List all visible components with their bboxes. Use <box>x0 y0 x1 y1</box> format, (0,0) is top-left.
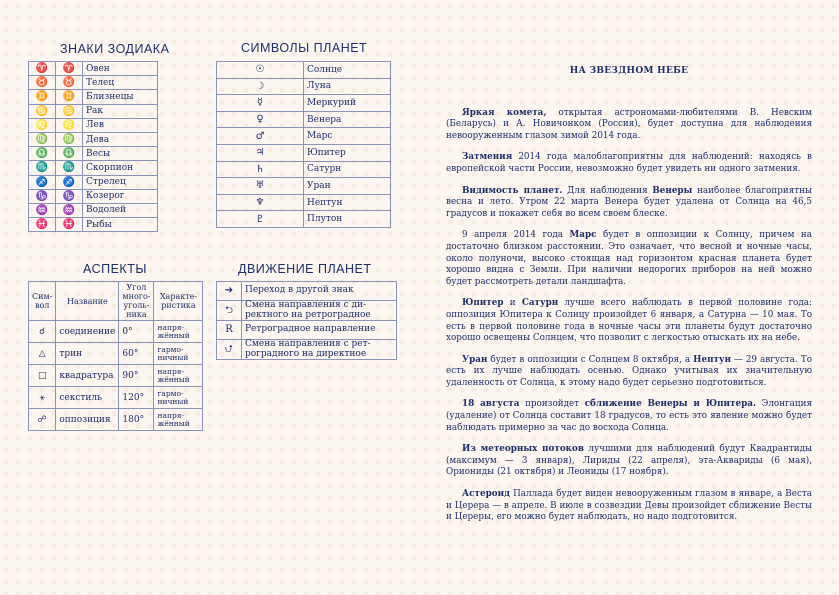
paragraph-asteroid: Астероид Паллада будет виден невооруженным глазом в январе, а Веста и Церера — в апреле. В июле в созвездии Девы произойдет сближение Весты и Цереры, его можно будет наблюдать, но надо подготовится. <box>446 489 812 523</box>
zodiac-figure-icon: ♉ <box>56 76 83 90</box>
aspect-name: оппозиция <box>56 409 119 431</box>
planet-symbol-icon: ☽ <box>217 78 304 95</box>
planet-name: Юпитер <box>304 144 391 161</box>
zodiac-row <box>29 161 158 175</box>
aspect-characteristic: гармо-ничный <box>154 343 203 365</box>
planet-row <box>217 144 391 161</box>
aspect-angle: 120° <box>119 387 154 409</box>
planet-row <box>217 211 391 228</box>
aspect-symbol-icon: ☍ <box>29 409 56 431</box>
motion-text: Ретроградное направление <box>242 321 397 340</box>
aspect-name: квадратура <box>56 365 119 387</box>
paragraph-conjunction: 18 августа произойдет сближение Венеры и Юпитера. Элонгация (удаление) от Солнца составит 18 градусов, то есть это явление можно будет наблюдать примерно за час до восхода Солнца. <box>446 399 812 433</box>
paragraph-meteors: Из метеорных потоков лучшими для наблюдений будут Квадрантиды (максимум — 3 января), Лириды (22 апреля), эта-Аквариды (6 мая), Ориониды (21 октября) и Леониды (17 ноября). <box>446 444 812 478</box>
zodiac-figure-icon: ♊ <box>56 90 83 104</box>
aspect-name: трин <box>56 343 119 365</box>
planet-symbol-icon: ☉ <box>217 62 304 79</box>
zodiac-name: Скорпион <box>83 161 158 175</box>
zodiac-figure-icon: ♌ <box>56 118 83 132</box>
aspects-header-symbol: Сим-вол <box>29 282 56 321</box>
zodiac-name: Стрелец <box>83 175 158 189</box>
zodiac-name: Дева <box>83 132 158 146</box>
motion-text: Переход в другой знак <box>242 282 397 301</box>
aspects-header-name: Название <box>56 282 119 321</box>
planet-row <box>217 178 391 195</box>
planet-symbol-icon: ♂ <box>217 128 304 145</box>
zodiac-name: Лев <box>83 118 158 132</box>
aspects-header-angle: Угол много-уголь-ника <box>119 282 154 321</box>
zodiac-row <box>29 147 158 161</box>
planet-symbol-icon: ♄ <box>217 161 304 178</box>
zodiac-figure-icon: ♍ <box>56 132 83 146</box>
zodiac-figure-icon: ♎ <box>56 147 83 161</box>
zodiac-symbol-icon: ♒ <box>29 203 56 217</box>
zodiac-name: Телец <box>83 76 158 90</box>
zodiac-name: Близнецы <box>83 90 158 104</box>
planet-symbol-icon: ♃ <box>217 144 304 161</box>
planet-name: Плутон <box>304 211 391 228</box>
zodiac-symbol-icon: ♉ <box>29 76 56 90</box>
aspect-row <box>29 387 203 409</box>
aspects-title: АСПЕКТЫ <box>83 262 147 276</box>
motion-row <box>217 340 397 360</box>
zodiac-row <box>29 132 158 146</box>
zodiac-symbol-icon: ♈ <box>29 62 56 76</box>
motion-row <box>217 282 397 301</box>
aspect-row <box>29 343 203 365</box>
motion-symbol-icon: ⮌ <box>217 301 242 321</box>
zodiac-figure-icon: ♈ <box>56 62 83 76</box>
zodiac-figure-icon: ♏ <box>56 161 83 175</box>
planet-symbol-icon: ♅ <box>217 178 304 195</box>
planet-symbol-icon: ♀ <box>217 111 304 128</box>
paragraph-comet: Яркая комета, открытая астрономами-любителями В. Невским (Беларусь) и А. Новичонком (Россия), будет доступна для наблюдения невооруженным глазом зимой 2014 года. <box>446 107 813 141</box>
paragraph-uranus-neptune: Уран будет в оппозиции с Солнцем 8 октября, а Нептун — 29 августа. То есть их лучше наблюдать осенью. Однако учитывая их значительную удаленность от Солнца, к этому надо будет серьезно подготовиться. <box>446 354 812 388</box>
planet-name: Венера <box>304 111 391 128</box>
zodiac-name: Овен <box>83 62 158 76</box>
zodiac-row <box>29 118 158 132</box>
zodiac-symbol-icon: ♐ <box>29 175 56 189</box>
aspect-symbol-icon: ☌ <box>29 321 56 343</box>
zodiac-figure-icon: ♑ <box>56 189 83 203</box>
zodiac-name: Водолей <box>83 203 158 217</box>
zodiac-figure-icon: ♐ <box>56 175 83 189</box>
aspect-symbol-icon: □ <box>29 365 56 387</box>
zodiac-name: Рыбы <box>83 218 158 232</box>
paragraph-visibility: Видимость планет. Для наблюдения Венеры наиболее благоприятны весна и лето. Утром 22 марта Венера будет удалена от Солнца на 46,5 градусов и покажет себя во всем своем блеске. <box>446 185 812 219</box>
planet-name: Сатурн <box>304 161 391 178</box>
zodiac-symbol-icon: ♏ <box>29 161 56 175</box>
zodiac-name: Козерог <box>83 189 158 203</box>
aspect-characteristic: напря-жённый <box>154 409 203 431</box>
planet-symbol-icon: ♇ <box>217 211 304 228</box>
aspect-row <box>29 365 203 387</box>
zodiac-row <box>29 76 158 90</box>
zodiac-figure-icon: ♓ <box>56 218 83 232</box>
zodiac-row <box>29 62 158 76</box>
aspect-row <box>29 321 203 343</box>
motion-symbol-icon: ➔ <box>217 282 242 301</box>
zodiac-row <box>29 90 158 104</box>
aspect-symbol-icon: ⚹ <box>29 387 56 409</box>
motion-table <box>216 281 397 360</box>
zodiac-row <box>29 218 158 232</box>
motion-text: Смена направления с рет-роградного на директное <box>242 340 397 360</box>
zodiac-name: Рак <box>83 104 158 118</box>
aspect-row <box>29 409 203 431</box>
planet-row <box>217 128 391 145</box>
planet-name: Меркурий <box>304 95 391 112</box>
paragraph-eclipses: Затмения 2014 года малоблагоприятны для наблюдений: находясь в европейской части России, невозможно будет увидеть ни одного затмения. <box>446 152 812 174</box>
planet-row <box>217 194 391 211</box>
aspect-characteristic: гармо-ничный <box>154 387 203 409</box>
planet-name: Нептун <box>304 194 391 211</box>
motion-row <box>217 321 397 340</box>
article <box>446 66 812 534</box>
planet-symbol-icon: ♆ <box>217 194 304 211</box>
zodiac-row <box>29 189 158 203</box>
aspects-table <box>28 281 203 431</box>
zodiac-figure-icon: ♋ <box>56 104 83 118</box>
article-heading: НА ЗВЕЗДНОМ НЕБЕ <box>569 66 689 76</box>
zodiac-row <box>29 104 158 118</box>
motion-symbol-icon: R <box>217 321 242 340</box>
aspect-angle: 60° <box>119 343 154 365</box>
paragraph-jupiter-saturn: Юпитер и Сатурн лучше всего наблюдать в первой половине года: оппозиция Юпитера к Солнцу произойдет 6 января, а Сатурна — 10 мая. То есть в первой половине года в ночные часы эти планеты будут достаточно хорошо освещены Солнцем, что позволит с легкостью отыскать их на небе. <box>446 298 812 344</box>
planet-row <box>217 95 391 112</box>
zodiac-row <box>29 203 158 217</box>
motion-row <box>217 301 397 321</box>
aspect-name: соединение <box>56 321 119 343</box>
planets-table <box>216 61 391 228</box>
zodiac-symbol-icon: ♓ <box>29 218 56 232</box>
zodiac-figure-icon: ♒ <box>56 203 83 217</box>
zodiac-symbol-icon: ♍ <box>29 132 56 146</box>
planet-name: Солнце <box>304 62 391 79</box>
planet-symbol-icon: ☿ <box>217 95 304 112</box>
planet-row <box>217 161 391 178</box>
zodiac-symbol-icon: ♎ <box>29 147 56 161</box>
zodiac-symbol-icon: ♋ <box>29 104 56 118</box>
zodiac-title: ЗНАКИ ЗОДИАКА <box>60 42 170 56</box>
planets-title: СИМВОЛЫ ПЛАНЕТ <box>241 41 368 55</box>
motion-symbol-icon: ⮍ <box>217 340 242 360</box>
zodiac-name: Весы <box>83 147 158 161</box>
zodiac-symbol-icon: ♌ <box>29 118 56 132</box>
motion-title: ДВИЖЕНИЕ ПЛАНЕТ <box>238 262 372 276</box>
planet-name: Луна <box>304 78 391 95</box>
zodiac-table <box>28 61 158 232</box>
paragraph-mars: 9 апреля 2014 года Марс будет в оппозиции к Солнцу, причем на достаточно близком расстоянии. Это означает, что весной и ночные часы, около полуночи, высоко стоящая над горизонтом красная планета будет хорошо видна с Земли. При наличии недорогих приборов на ней можно будет рассмотреть детали ландшафта. <box>446 230 812 287</box>
zodiac-symbol-icon: ♑ <box>29 189 56 203</box>
aspect-symbol-icon: △ <box>29 343 56 365</box>
motion-text: Смена направления с ди-ректного на ретроградное <box>242 301 397 321</box>
aspect-characteristic: напря-жённый <box>154 321 203 343</box>
planet-row <box>217 78 391 95</box>
aspect-name: секстиль <box>56 387 119 409</box>
planet-name: Марс <box>304 128 391 145</box>
aspect-angle: 90° <box>119 365 154 387</box>
zodiac-symbol-icon: ♊ <box>29 90 56 104</box>
aspects-header-char: Характе-ристика <box>154 282 203 321</box>
planet-name: Уран <box>304 178 391 195</box>
zodiac-row <box>29 175 158 189</box>
planet-row <box>217 111 391 128</box>
aspect-angle: 0° <box>119 321 154 343</box>
aspect-angle: 180° <box>119 409 154 431</box>
aspect-characteristic: напря-жённый <box>154 365 203 387</box>
planet-row <box>217 62 391 79</box>
